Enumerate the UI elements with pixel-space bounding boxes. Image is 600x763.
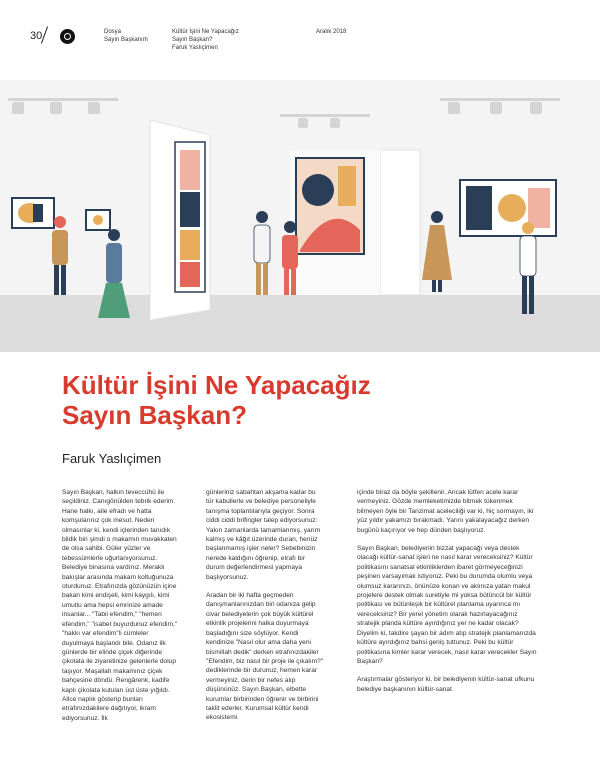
header-article: Kültür İşini Ne Yapacağız Sayın Başkan? Faruk Yaslıçimen (172, 29, 239, 51)
paragraph: içinde biraz da böyle şekillenir. Ancak lütfen acele karar vermeyiniz. Gözde memleketimizde bitmek tükenmek bilmeyen öyle bir Tanzimat aceleciliği var ki, hiç sormayın, iki yüz yıldır yakamızı bırakmadı. Yarını yakalayacağız derken bugünü kaçırıyor ve hep dünden başlıyoruz. (357, 489, 534, 534)
artwork-tall (175, 142, 205, 292)
article-title: Kültür İşini Ne Yapacağız Sayın Başkan? (62, 370, 371, 430)
artwork-small-2 (86, 210, 110, 230)
article-author: Faruk Yaslıçimen (62, 451, 162, 466)
paragraph: günleriniz sabahtan akşama kadar bu tür kabullerle ve belediye personeliyle tanışma toplantılarıyla geçiyor. Sonra ciddi ciddi brifingler talep ediyorsunuz: Yakın zamanlarda tamamlanmış, yarım kalmış ve kâğıt üzerinde duran, henüz başlanmamış işler neler? Sebebinizin nerede kaldığını öğrenip, etrafı bir durum değerlendirmesi yapmaya başlıyorsunuz. (206, 489, 321, 581)
header-date: Aralık 2018 (316, 29, 347, 35)
text-column-1 (62, 488, 180, 732)
paragraph: Sayın Başkan, belediyenin bizzat yapacağı veya destek olacağı kültür-sanat işleri ne nasıl karar vereceksiniz? Kültür politikasını sanatsal etkinliklerden ibaret görmeyeceğinizi peşinen varsayımak istiyoruz. Peki bu durumda olumlu veya olumsuz kararınızı, önünüze konan ve aklınıza yatan makul projelere destek olmak suretiyle mi yoksa bütüncül bir kültür politikası ve bütünleşik bir kültürel planlama uyarınca mı vereceksiniz? Bir yerel yönetim olarak hazırlayacağınız stratejik planda kültüre ayırdığınız yer ne kadar olacak? Diyelim ki, takdire şayan bir adım atıp stratejik planlamanızda kültüre ayırdığınız bahsi geniş tuttunuz. Peki bu kültür politikasına kimler karar verecek, nasıl karar verecekler Sayın Başkan? (357, 545, 537, 665)
text-column-3 (357, 488, 537, 703)
artwork-center (296, 158, 364, 254)
paragraph: Araştırmalar gösteriyor ki, bir belediyenin kültür-sanat ufkunu belediye başkanının kültür-sanat (357, 676, 535, 693)
text-column-2 (206, 488, 324, 732)
artwork-left-small (12, 198, 54, 228)
page-header (0, 0, 600, 60)
paragraph: Sayın Başkan, halkın teveccühü ile seçildiniz. Canıgönülden tebrik ederim. Hane halkı, aile efradı ve hatta komşularınız çok mesut. Neden olmasınlar ki, kendi içlerinden tanıdık bildik biri şimdi o makamın muvakkaten de olsa sahibi. Güler yüzler ve tebessümlerle uğurlanıyorsunuz. Belediye binasına vardınız. Meraklı bakışlar arasında makam koltuğunuza oturdunuz. Etrafınızda gözünüzün içine bakan kimi endişeli, kimi kaygılı, kimi umutlu ama hepsi emrinize amade insanlar... "Tabii efendim," "hemen efendim," "isabet buyurdunuz efendim," "hakkı var efendim"li cümleler duyulmaya başlandı bile. Odanız ilk günlerde bir elinde çiçek diğerinde çikolata ile ziyaretinize gelenlerle dolup taşıyor. Maşallah makamınız çiçek bahçesine döndü. Rengârenk, kadife kaplı çikolata kutuları üst üste yığıldı. Allce naplık gösterip bunları etrafınızdakilere dağıtıyor, ikram ediyorsunuz. İlk (62, 489, 178, 722)
gallery-illustration (0, 80, 600, 352)
page-number: 30 (30, 30, 43, 42)
paragraph: Aradan bir iki hafta geçmeden danışmanlarınızdan biri odanıza gelip civar belediyelerin çok büyük kültürel etkinlik projelerini halka duyurmaya başladığını size söylüyor. Kendi kendinize "Nasıl olur ama daha yeni bismillah dedik" derken etrafınızdakiler "Efendim, biz nasıl bir proje ile çıkalım?" dediklerinde bir durunuz, hemen karar vermeyiniz, derin bir nefes alıp düşününüz. Sayın Başkan, elbette kurumlar birbirinden öğrenir ve birbirini taklit ederler. Kurumsal kültür kendi ekosistemi (206, 592, 324, 722)
magazine-logo-icon (60, 29, 75, 44)
header-section: Dosya Sayın Başkanım (104, 29, 148, 43)
artwork-right (460, 180, 556, 236)
